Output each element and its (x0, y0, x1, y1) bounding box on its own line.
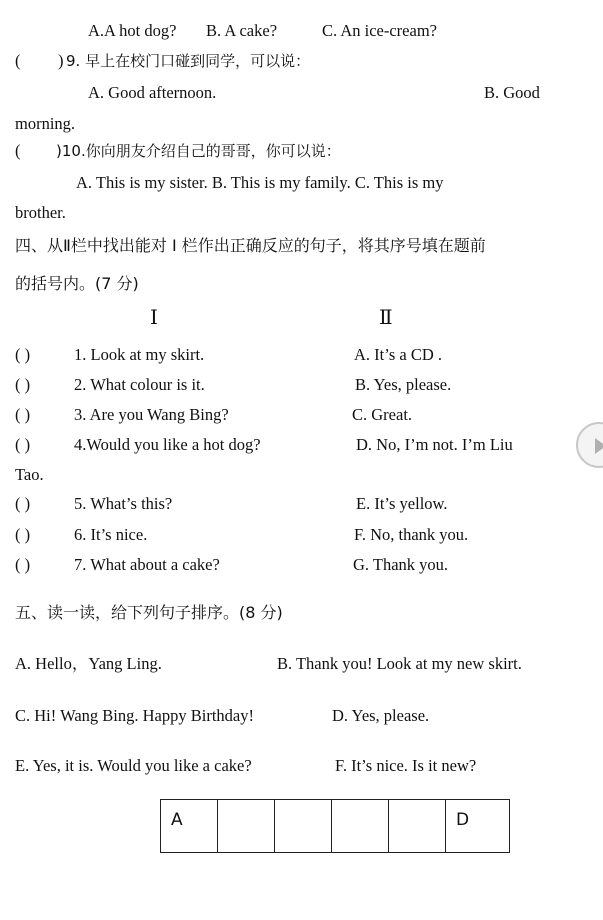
section4-title-line1: 四、从Ⅱ栏中找出能对 Ⅰ 栏作出正确反应的句子，将其序号填在题前 (15, 236, 486, 255)
answer-cell-6[interactable]: D (446, 800, 510, 853)
q10-options: A. This is my sister. B. This is my family. C. This is my (76, 173, 444, 192)
match-row-7-right: G. Thank you. (353, 555, 449, 574)
q10-stem: )10.你向朋友介绍自己的哥哥，你可以说： (56, 142, 341, 160)
sentence-b: B. Thank you! Look at my new skirt. (277, 654, 522, 673)
answer-cell-3[interactable] (275, 800, 332, 853)
match-row-2-left: 2. What colour is it. (74, 375, 205, 394)
q8-option-a: A.A hot dog? (88, 21, 177, 40)
answer-cell-4[interactable] (332, 800, 389, 853)
column-1-header: Ⅰ (150, 307, 158, 329)
next-page-arrow-icon[interactable] (576, 422, 603, 468)
q8-option-c: C. An ice-cream? (322, 21, 437, 40)
q9-option-b: B. Good (484, 83, 540, 102)
match-row-2-right: B. Yes, please. (355, 375, 452, 394)
q10-paren-open: ( (15, 141, 21, 160)
q9-stem: 9. 早上在校门口碰到同学，可以说： (66, 52, 311, 70)
q9-paren-close: ) (58, 51, 64, 70)
match-row-5-paren: ( ) (15, 494, 31, 513)
match-row-1-left: 1. Look at my skirt. (74, 345, 205, 364)
match-row-4-paren: ( ) (15, 435, 31, 454)
match-row-1-right: A. It’s a CD . (354, 345, 442, 364)
match-row-2-paren: ( ) (15, 375, 31, 394)
q9-paren-open: ( (15, 51, 21, 70)
match-row-4-right: D. No, I’m not. I’m Liu (356, 435, 513, 454)
sentence-e: E. Yes, it is. Would you like a cake? (15, 756, 252, 775)
match-row-4-right-cont: Tao. (15, 465, 44, 484)
match-row-6-left: 6. It’s nice. (74, 525, 148, 544)
match-row-5-left: 5. What’s this? (74, 494, 173, 513)
sentence-a: A. Hello，Yang Ling. (15, 654, 162, 673)
q8-option-b: B. A cake? (206, 21, 278, 40)
match-row-3-paren: ( ) (15, 405, 31, 424)
match-row-4-left: 4.Would you like a hot dog? (74, 435, 261, 454)
q10-options-cont: brother. (15, 203, 66, 222)
sentence-d: D. Yes, please. (332, 706, 430, 725)
match-row-3-left: 3. Are you Wang Bing? (74, 405, 229, 424)
match-row-7-paren: ( ) (15, 555, 31, 574)
match-row-6-paren: ( ) (15, 525, 31, 544)
answer-grid (160, 799, 510, 853)
column-2-header: Ⅱ (379, 307, 393, 329)
sentence-c: C. Hi! Wang Bing. Happy Birthday! (15, 706, 254, 725)
answer-cell-2[interactable] (218, 800, 275, 853)
section5-title: 五、读一读，给下列句子排序。(8 分) (15, 603, 283, 622)
answer-cell-1[interactable]: A (161, 800, 218, 853)
match-row-1-paren: ( ) (15, 345, 31, 364)
match-row-3-right: C. Great. (352, 405, 413, 424)
match-row-5-right: E. It’s yellow. (356, 494, 448, 513)
q9-option-a: A. Good afternoon. (88, 83, 217, 102)
sentence-f: F. It’s nice. Is it new? (335, 756, 477, 775)
match-row-7-left: 7. What about a cake? (74, 555, 220, 574)
q9-option-b-cont: morning. (15, 114, 76, 133)
answer-cell-5[interactable] (389, 800, 446, 853)
section4-title-line2: 的括号内。(7 分) (15, 274, 139, 293)
match-row-6-right: F. No, thank you. (354, 525, 469, 544)
